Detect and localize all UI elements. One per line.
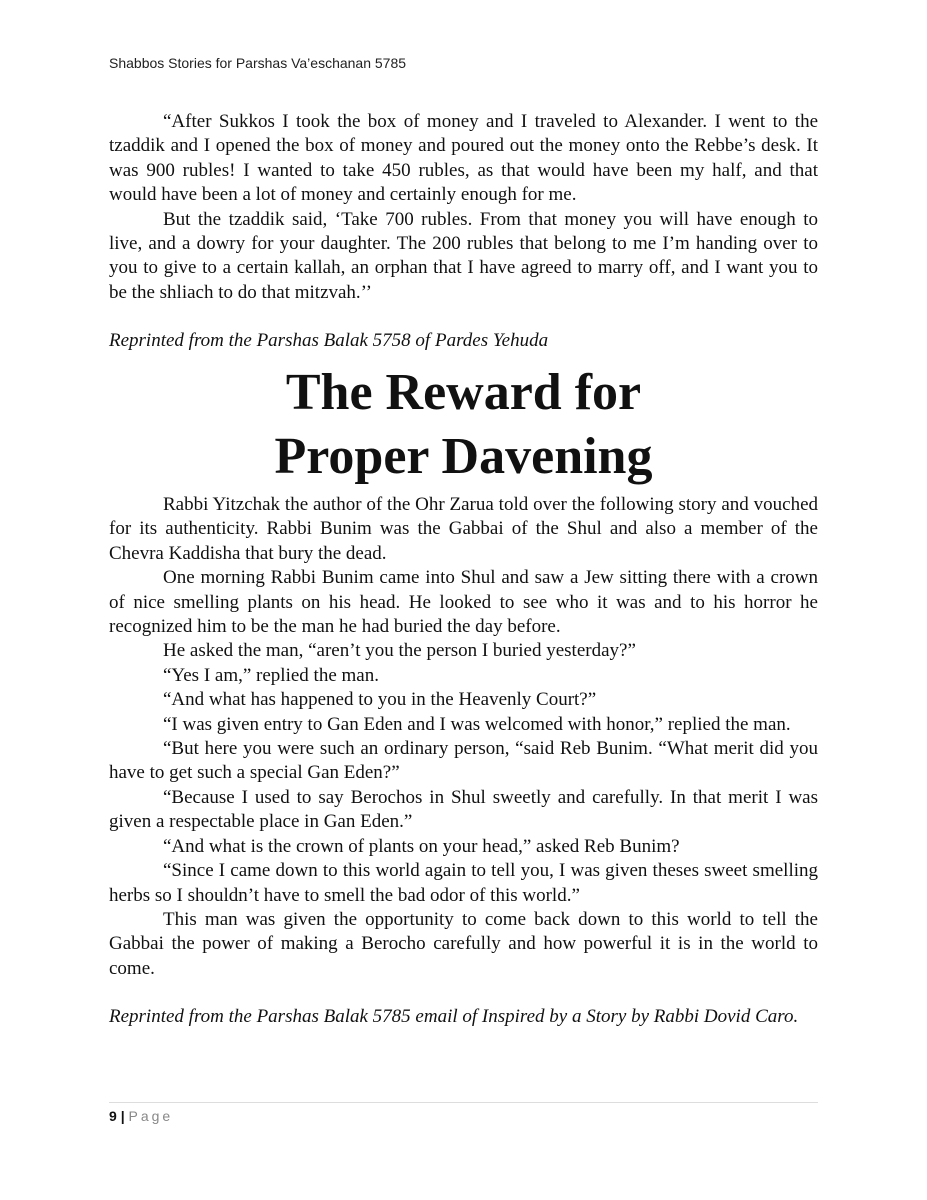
- title-line: Proper Davening: [274, 428, 653, 485]
- paragraph: “And what has happened to you in the Heavenly Court?”: [163, 689, 597, 711]
- footer-separator: |: [120, 1108, 125, 1124]
- paragraph: “After Sukkos I took the box of money and I traveled to Alexander. I went to the tzaddik and I opened the box of money and poured out the money onto the Rebbe’s desk. It was 900 rubles! I wanted to take 450 rubles, as that would have been my half, and that would have been a lot of money and certainly enough for me.: [109, 111, 818, 206]
- paragraph: “And what is the crown of plants on your head,” asked Reb Bunim?: [163, 835, 680, 857]
- paragraph: One morning Rabbi Bunim came into Shul and saw a Jew sitting there with a crown of nice smelling plants on his head. He looked to see who it was and to his horror he recognized him to be the man he had buried the day before.: [109, 567, 818, 638]
- page-footer: [109, 1102, 818, 1124]
- page-number: 9: [109, 1108, 117, 1124]
- paragraph: Rabbi Yitzchak the author of the Ohr Zarua told over the following story and vouched for its authenticity. Rabbi Bunim was the Gabbai of the Shul and also a member of the Chevra Kaddisha that bury the dead.: [109, 494, 818, 564]
- paragraph: He asked the man, “aren’t you the person I buried yesterday?”: [163, 640, 636, 662]
- story1: [109, 110, 818, 354]
- paragraph: This man was given the opportunity to come back down to this world to tell the Gabbai the power of making a Berocho carefully and how powerful it is in the world to come.: [109, 908, 818, 979]
- story2-title: [109, 361, 818, 489]
- page-label: Page: [128, 1108, 174, 1124]
- paragraph: “Since I came down to this world again to tell you, I was given theses sweet smelling herbs so I shouldn’t have to smell the bad odor of this world.”: [109, 860, 818, 906]
- paragraph: “Yes I am,” replied the man.: [163, 664, 379, 686]
- running-header: Shabbos Stories for Parshas Va’eschanan 5785: [109, 55, 407, 71]
- paragraph: “Because I used to say Berochos in Shul sweetly and carefully. In that merit I was given a respectable place in Gan Eden.”: [109, 786, 818, 833]
- paragraph: But the tzaddik said, ‘Take 700 rubles. From that money you will have enough to live, and a dowry for your daughter. The 200 rubles that belong to me I’m handing over to you to give to a certain kallah, an orphan that I have agreed to marry off, and I want you to be the shliach to do that mitzvah.’’: [109, 208, 818, 303]
- paragraph: “But here you were such an ordinary person, “said Reb Bunim. “What merit did you have to get such a special Gan Eden?”: [109, 738, 818, 784]
- source-credit: Reprinted from the Parshas Balak 5758 of Pardes Yehuda: [109, 330, 549, 352]
- paragraph: “I was given entry to Gan Eden and I was welcomed with honor,” replied the man.: [163, 713, 791, 735]
- title-line: The Reward for: [285, 364, 642, 421]
- source-credit: Reprinted from the Parshas Balak 5785 email of Inspired by a Story by Rabbi Dovid Caro.: [109, 1006, 799, 1028]
- story2: [109, 493, 818, 1030]
